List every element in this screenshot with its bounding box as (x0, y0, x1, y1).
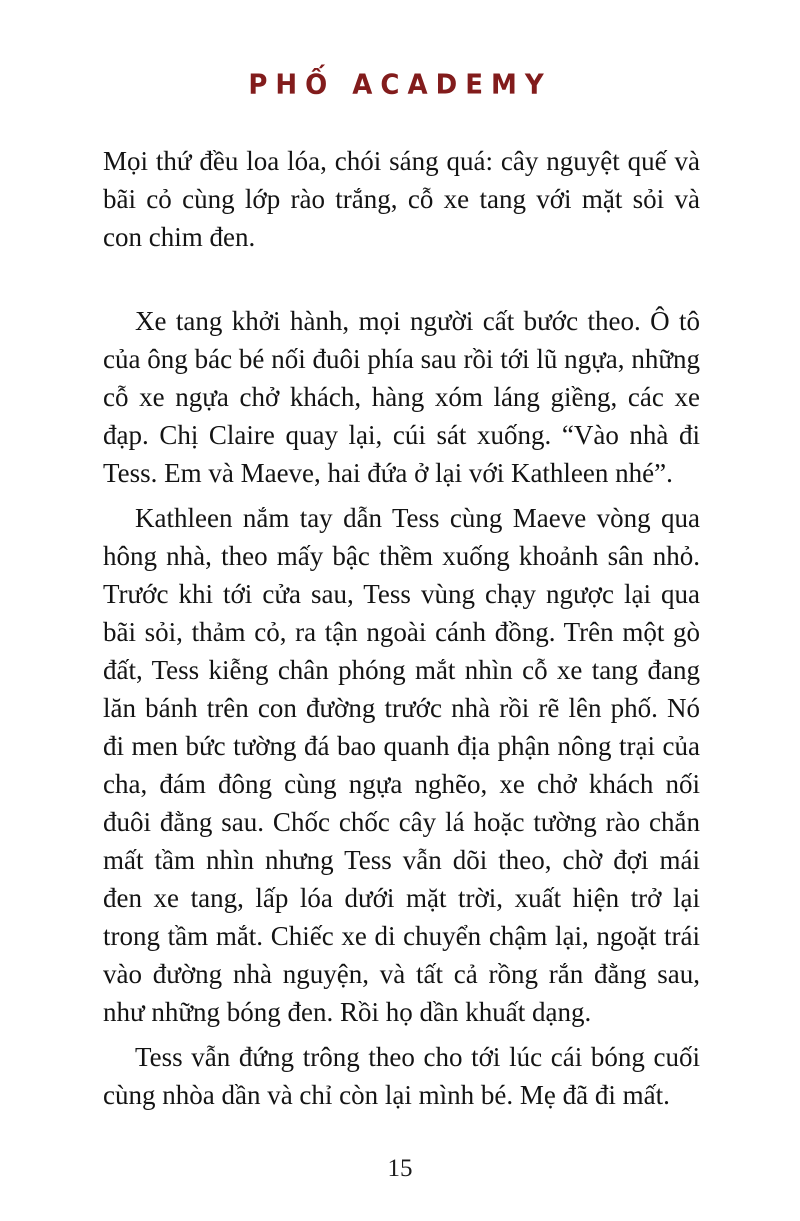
paragraph-4: Tess vẫn đứng trông theo cho tới lúc cái bóng cuối cùng nhòa dần và chỉ còn lại mình bé. Mẹ đã đi mất. (103, 1042, 700, 1110)
paragraph-1: Mọi thứ đều loa lóa, chói sáng quá: cây nguyệt quế và bãi cỏ cùng lớp rào trắng, cỗ xe tang với mặt sỏi và con chim đen. (103, 146, 700, 252)
running-header-title: PHỐ ACADEMY (248, 69, 552, 101)
paragraph-2: Xe tang khởi hành, mọi người cất bước theo. Ô tô của ông bác bé nối đuôi phía sau rồi tới lũ ngựa, những cỗ xe ngựa chở khách, hàng xóm láng giềng, các xe đạp. Chị Claire quay lại, cúi sát xuống. “Vào nhà đi Tess. Em và Maeve, hai đứa ở lại với Kathleen nhé”. (103, 306, 700, 488)
paragraph-3: Kathleen nắm tay dẫn Tess cùng Maeve vòng qua hông nhà, theo mấy bậc thềm xuống khoảnh sân nhỏ. Trước khi tới cửa sau, Tess vùng chạy ngược lại qua bãi sỏi, thảm cỏ, ra tận ngoài cánh đồng. Trên một gò đất, Tess kiễng chân phóng mắt nhìn cỗ xe tang đang lăn bánh trên con đường trước nhà rồi rẽ lên phố. Nó đi men bức tường đá bao quanh địa phận nông trại của cha, đám đông cùng ngựa nghẽo, xe chở khách nối đuôi đằng sau. Chốc chốc cây lá hoặc tường rào chắn mất tầm nhìn nhưng Tess vẫn dõi theo, chờ đợi mái đen xe tang, lấp lóa dưới mặt trời, xuất hiện trở lại trong tầm mắt. Chiếc xe di chuyển chậm lại, ngoặt trái vào đường nhà nguyện, và tất cả rồng rắn đằng sau, như những bóng đen. Rồi họ dần khuất dạng. (103, 503, 700, 1027)
page-number: 15 (387, 1155, 413, 1182)
page-content (103, 142, 700, 1114)
